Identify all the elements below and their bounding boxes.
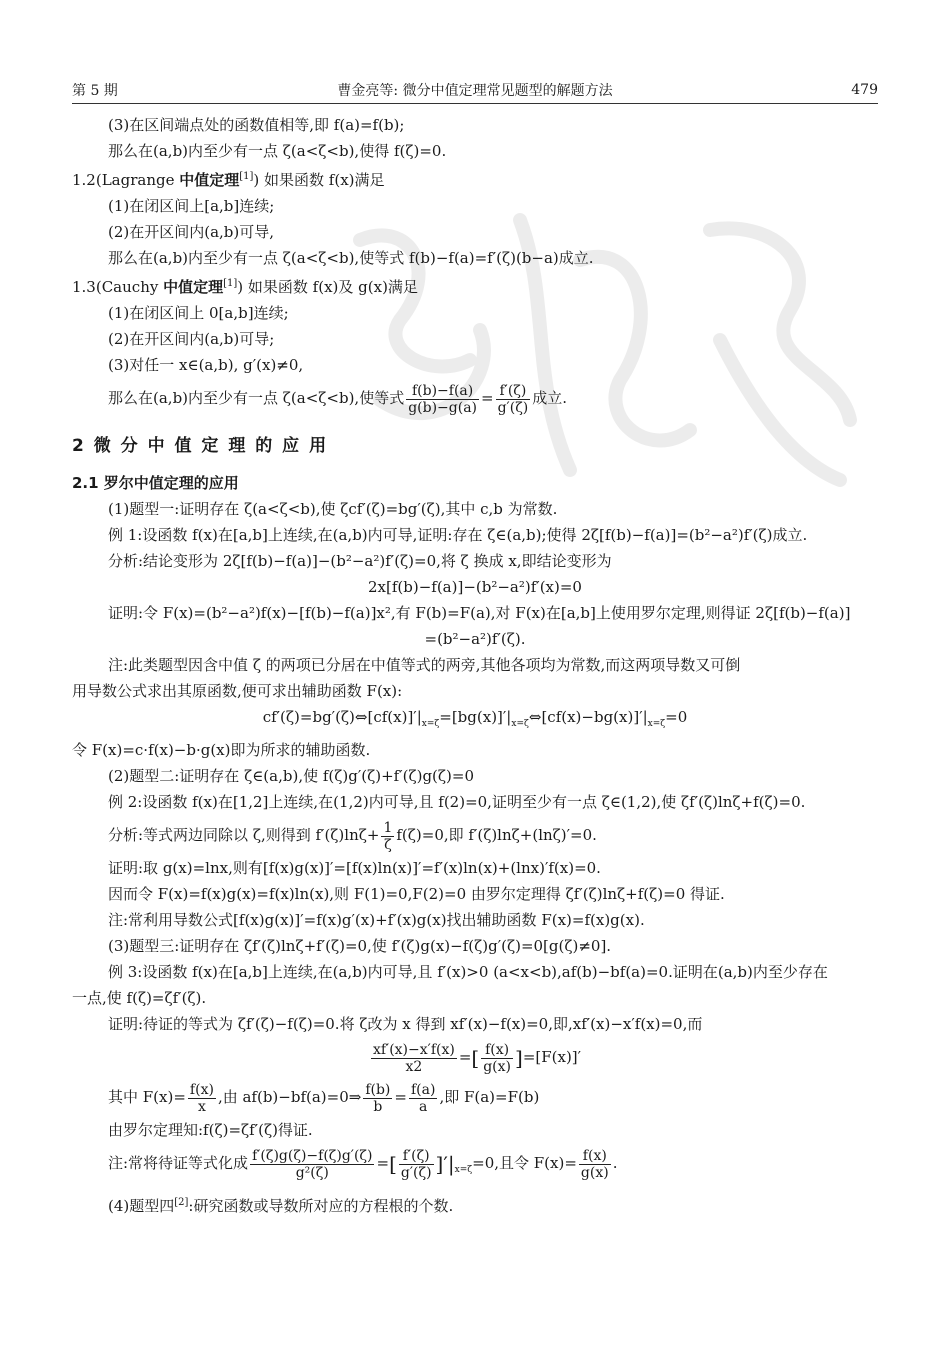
- header-rule: [72, 103, 878, 104]
- fraction: [250, 1148, 374, 1181]
- left-bracket: [: [389, 1152, 397, 1176]
- numerator: f′(ζ): [399, 1148, 434, 1165]
- equals-sign: =: [394, 1088, 407, 1106]
- text-line: 证明:取 g(x)=lnx,则有[f(x)g(x)]′=[f(x)ln(x)]′=f′(x)ln(x)+(lnx)′f(x)=0.: [108, 859, 601, 877]
- equals-sign: =: [376, 1154, 390, 1172]
- numerator: f(x): [579, 1148, 611, 1165]
- theorem-name: 中值定理: [163, 278, 224, 296]
- text-line: (1)题型一:证明存在 ζ(a<ζ<b),使 ζcf′(ζ)=bg′(ζ),其中 c,b 为常数.: [108, 500, 558, 518]
- formula-line: [72, 1143, 878, 1190]
- fraction: [363, 1082, 392, 1115]
- text-span: .: [612, 1154, 618, 1172]
- text-line: 一点,使 f(ζ)=ζf′(ζ).: [72, 989, 207, 1007]
- text-line: 证明:待证的等式为 ζf′(ζ)−f(ζ)=0.将 ζ改为 x 得到 xf′(x)−f(x)=0,即,xf′(x)−x′f(x)=0,而: [108, 1015, 703, 1033]
- article-body: [72, 112, 878, 1219]
- theorem-text: ) 如果函数 f(x)及 g(x)满足: [237, 278, 418, 296]
- eq-subscript: x=ζ: [647, 719, 666, 729]
- eq-part: cf′(ζ)=bg′(ζ)⇔[cf(x)]′|: [262, 708, 422, 726]
- denominator: x2: [405, 1058, 423, 1075]
- citation: [1]: [239, 171, 254, 182]
- fraction: [381, 820, 394, 853]
- numerator: f(x): [189, 1081, 214, 1098]
- section-heading: 2 微 分 中 值 定 理 的 应 用: [72, 436, 329, 456]
- theorem-number: 1.3(Cauchy: [72, 278, 164, 296]
- fraction: [399, 1148, 434, 1181]
- text-line: 用导数公式求出其原函数,便可求出辅助函数 F(x):: [72, 682, 403, 700]
- fraction: [409, 1082, 437, 1115]
- text-line: (3)题型三:证明存在 ζf′(ζ)lnζ+f′(ζ)=0,使 f′(ζ)g(x)−f(ζ)g′(ζ)=0[g(ζ)≠0].: [108, 937, 612, 955]
- text-span: 那么在(a,b)内至少有一点 ζ(a<ζ<b),使等式: [108, 389, 405, 407]
- subsection-heading: 2.1 罗尔中值定理的应用: [72, 474, 239, 492]
- text-line: 证明:令 F(x)=(b²−a²)f(x)−[f(b)−f(a)]x²,有 F(b)=F(a),对 F(x)在[a,b]上使用罗尔定理,则得证 2ζ[f(b)−f(a)]: [108, 604, 851, 622]
- numerator: f′(ζ)g(ζ)−f(ζ)g′(ζ): [252, 1147, 373, 1164]
- denominator: g′(ζ): [497, 399, 529, 416]
- display-equation: 2x[f(b)−f(a)]−(b²−a²)f′(x)=0: [368, 578, 582, 596]
- formula-line: [72, 378, 878, 418]
- fraction: [579, 1148, 611, 1181]
- numerator: f(x): [481, 1042, 513, 1059]
- right-bracket: ]: [515, 1046, 523, 1070]
- text-line: 分析:结论变形为 2ζ[f(b)−f(a)]−(b²−a²)f′(ζ)=0,将 ζ 换成 x,即结论变形为: [108, 552, 612, 570]
- eq-subscript: x=ζ: [421, 719, 440, 729]
- running-header: [72, 80, 878, 100]
- numerator: 1: [383, 819, 393, 836]
- right-bracket: ]: [435, 1152, 444, 1176]
- text-line: (2)题型二:证明存在 ζ∈(a,b),使 f(ζ)g′(ζ)+f′(ζ)g(ζ)=0: [108, 767, 474, 785]
- numerator: xf′(x)−x′f(x): [372, 1041, 455, 1058]
- display-equation: [72, 704, 878, 737]
- eq-part: =[F(x)]′: [522, 1048, 582, 1066]
- text-span: 分析:等式两边同除以 ζ,则得到 f′(ζ)lnζ+: [108, 826, 380, 844]
- theorem-name: 中值定理: [179, 171, 240, 189]
- formula-line: [72, 815, 878, 855]
- text-line: 例 2:设函数 f(x)在[1,2]上连续,在(1,2)内可导,且 f(2)=0,证明至少有一点 ζ∈(1,2),使 ζf′(ζ)lnζ+f(ζ)=0.: [108, 793, 806, 811]
- text-line: 注:此类题型因含中值 ζ 的两项已分居在中值等式的两旁,其他各项均为常数,而这两项导数又可倒: [108, 656, 741, 674]
- left-bracket: [: [471, 1046, 480, 1070]
- text-span: (4)题型四: [108, 1197, 175, 1215]
- eq-part: =0: [665, 708, 688, 726]
- numerator: f(a): [410, 1081, 436, 1098]
- text-line: (2)在开区间内(a,b)可导;: [108, 330, 275, 348]
- text-line: 那么在(a,b)内至少有一点 ζ(a<ζ<b),使等式 f(b)−f(a)=f′(ζ)(b−a)成立.: [108, 249, 594, 267]
- text-line: 因而令 F(x)=f(x)g(x)=f(x)ln(x),则 F(1)=0,F(2)=0 由罗尔定理得 ζf′(ζ)lnζ+f(ζ)=0 得证.: [108, 885, 725, 903]
- text-span: f(ζ)=0,即 f′(ζ)lnζ+(lnζ)′=0.: [396, 826, 597, 844]
- issue-label: 第 5 期: [72, 83, 118, 99]
- evaluation-bar: ′|: [443, 1152, 455, 1176]
- denominator: b: [373, 1098, 383, 1115]
- denominator: a: [419, 1098, 428, 1115]
- text-span: 成立.: [532, 389, 568, 407]
- running-title: 曹金亮等: 微分中值定理常见题型的解题方法: [337, 83, 613, 99]
- denominator: g²(ζ): [295, 1164, 329, 1181]
- fraction: [188, 1082, 216, 1115]
- text-span: =0,且令 F(x)=: [472, 1154, 577, 1172]
- denominator: x: [197, 1098, 206, 1115]
- text-line: 令 F(x)=c·f(x)−b·g(x)即为所求的辅助函数.: [72, 741, 371, 759]
- text-line: 注:常利用导数公式[f(x)g(x)]′=f(x)g′(x)+f′(x)g(x)找出辅助函数 F(x)=f(x)g(x).: [108, 911, 645, 929]
- theorem-text: ) 如果函数 f(x)满足: [253, 171, 385, 189]
- eq-subscript: x=ζ: [454, 1165, 473, 1175]
- text-span: 注:常将待证等式化成: [108, 1154, 249, 1172]
- fraction: [481, 1042, 513, 1075]
- denominator: ζ: [384, 836, 392, 853]
- denominator: g′(ζ): [400, 1164, 432, 1181]
- numerator: f(b): [365, 1081, 391, 1098]
- display-equation: [72, 1037, 878, 1077]
- text-span: ,即 F(a)=F(b): [439, 1088, 540, 1106]
- text-line: 例 3:设函数 f(x)在[a,b]上连续,在(a,b)内可导,且 f′(x)>0 (a<x<b),af(b)−bf(a)=0.证明在(a,b)内至少存在: [108, 963, 828, 981]
- text-line: 那么在(a,b)内至少有一点 ζ(a<ζ<b),使得 f(ζ)=0.: [108, 142, 447, 160]
- equals-sign: =: [481, 389, 494, 407]
- eq-subscript: x=ζ: [511, 719, 529, 729]
- equals-sign: =: [458, 1048, 472, 1066]
- denominator: g(x): [580, 1164, 609, 1181]
- page-number: 479: [851, 82, 878, 98]
- theorem-heading: [72, 271, 878, 300]
- eq-part: ⇔[cf(x)−bg(x)]′|: [528, 708, 648, 726]
- text-line: (2)在开区间内(a,b)可导,: [108, 223, 275, 241]
- citation: [2]: [174, 1197, 189, 1208]
- text-span: :研究函数或导数所对应的方程根的个数.: [188, 1197, 454, 1215]
- text-span: ,由 af(b)−bf(a)=0⇒: [217, 1088, 362, 1106]
- text-span: 其中 F(x)=: [108, 1088, 186, 1106]
- fraction: [371, 1042, 457, 1075]
- fraction: [496, 383, 531, 416]
- display-equation: =(b²−a²)f′(ζ).: [424, 630, 526, 648]
- theorem-heading: [72, 164, 878, 193]
- fraction: [406, 383, 479, 416]
- formula-line: [72, 1077, 878, 1117]
- citation: [1]: [223, 278, 238, 289]
- text-line: (3)对任一 x∈(a,b), g′(x)≠0,: [108, 356, 304, 374]
- text-line: (3)在区间端点处的函数值相等,即 f(a)=f(b);: [108, 116, 405, 134]
- numerator: f(b)−f(a): [406, 383, 479, 400]
- numerator: f′(ζ): [496, 383, 531, 400]
- text-line: 例 1:设函数 f(x)在[a,b]上连续,在(a,b)内可导,证明:存在 ζ∈(a,b);使得 2ζ[f(b)−f(a)]=(b²−a²)f′(ζ)成立.: [108, 526, 808, 544]
- text-line: (1)在闭区间上 0[a,b]连续;: [108, 304, 289, 322]
- denominator: g(x): [483, 1058, 511, 1075]
- text-line: [72, 1190, 878, 1219]
- text-line: (1)在闭区间上[a,b]连续;: [108, 197, 275, 215]
- text-line: 由罗尔定理知:f(ζ)=ζf′(ζ)得证.: [108, 1121, 313, 1139]
- denominator: g(b)−g(a): [408, 399, 478, 416]
- eq-part: =[bg(x)]′|: [439, 708, 512, 726]
- theorem-number: 1.2(Lagrange: [72, 171, 180, 189]
